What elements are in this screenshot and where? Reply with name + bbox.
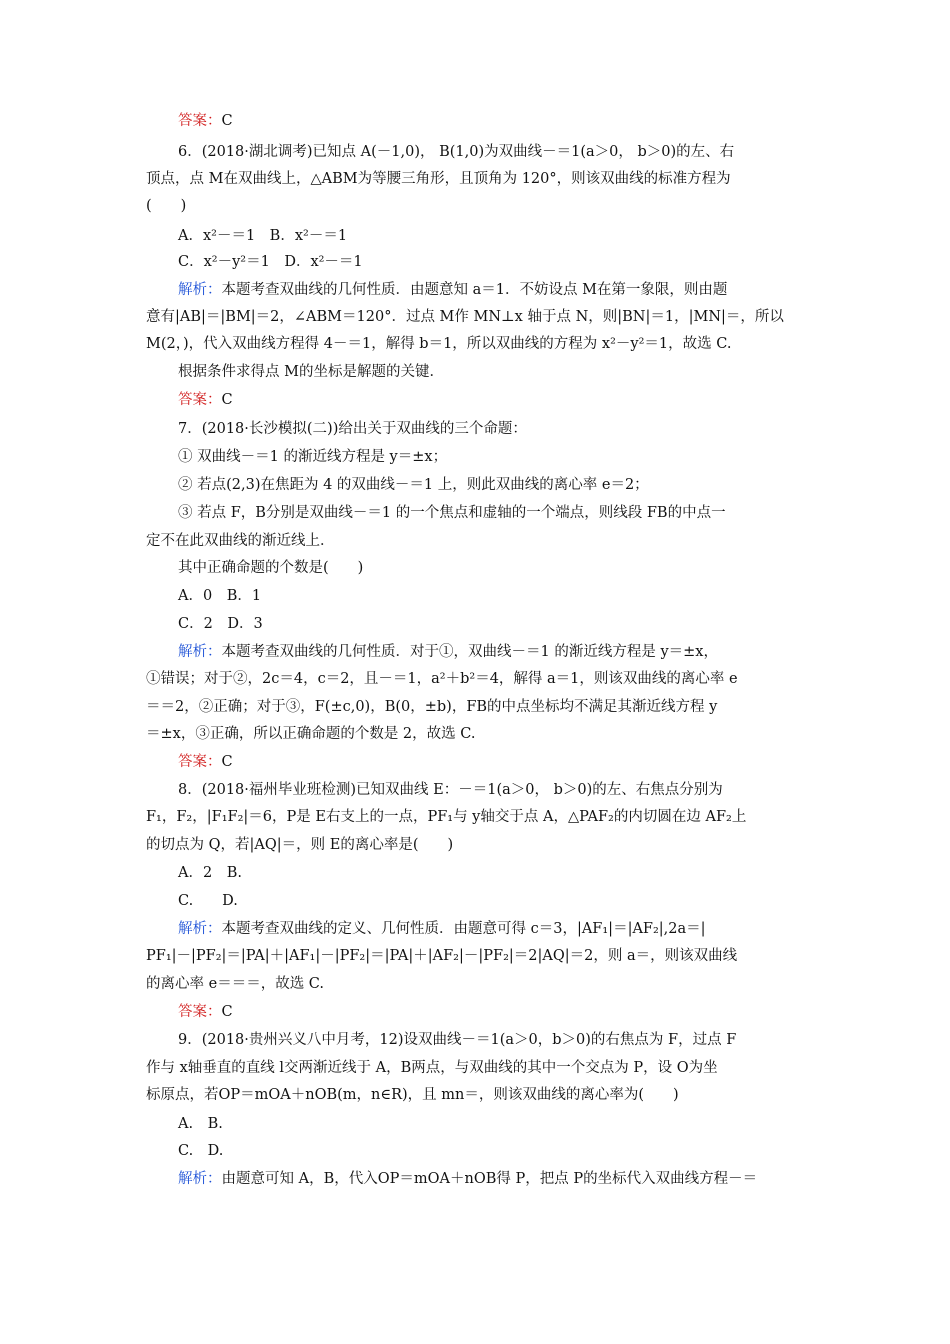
line-text: 的离心率 e＝＝＝，故选 C. — [146, 976, 324, 992]
line-text: 标原点，若OP＝mOA＋nOB(m，n∈R)，且 mn＝，则该双曲线的离心率为( ) — [146, 1087, 679, 1103]
text-line — [178, 891, 238, 911]
line-text: 定不在此双曲线的渐近线上． — [146, 533, 335, 549]
line-text: PF₁|－|PF₂|＝|PA|＋|AF₁|－|PF₂|＝|PA|＋|AF₂|－|PF₂|＝2|AQ|＝2，则 a＝，则该双曲线 — [146, 948, 738, 964]
text-line — [178, 586, 261, 606]
line-text: 6．(2018·湖北调考)已知点 A(－1,0)， B(1,0)为双曲线－＝1(a＞0， b＞0)的左、右 — [178, 144, 735, 160]
line-text: ( ) — [146, 198, 187, 214]
line-text: ③ 若点 F，B分别是双曲线－＝1 的一个焦点和虚轴的一个端点，则线段 FB的中点一 — [178, 505, 726, 521]
text-line — [178, 475, 649, 495]
line-text: 9．(2018·贵州兴义八中月考，12)设双曲线－＝1(a＞0，b＞0)的右焦点为 F，过点 F — [178, 1032, 737, 1048]
line-text: A．x²－＝1 B．x²－＝1 — [178, 228, 348, 244]
line-text: F₁，F₂，|F₁F₂|＝6，P是 E右支上的一点，PF₁与 y轴交于点 A，△PAF₂的内切圆在边 AF₂上 — [146, 809, 747, 825]
text-line — [178, 252, 363, 272]
line-text: A．2 B. — [178, 865, 242, 881]
text-line — [146, 169, 731, 189]
text-line — [146, 669, 738, 689]
text-line — [146, 196, 186, 216]
line-text: ② 若点(2,3)在焦距为 4 的双曲线－＝1 上，则此双曲线的离心率 e＝2； — [178, 477, 649, 493]
analysis-label: 解析： — [178, 282, 222, 298]
text-line — [146, 807, 746, 827]
line-text: C — [221, 1004, 233, 1020]
text-line — [178, 226, 347, 246]
line-text: 7．(2018·长沙模拟(二))给出关于双曲线的三个命题： — [178, 421, 527, 437]
analysis-label: 解析： — [178, 921, 222, 937]
answer-label: 答案： — [178, 1004, 222, 1020]
line-text: 的切点为 Q，若|AQ|＝，则 E的离心率是( ) — [146, 837, 454, 853]
answer-line — [178, 752, 233, 772]
text-line — [178, 1141, 223, 1161]
line-text: 意有|AB|＝|BM|＝2，∠ABM＝120°．过点 M作 MN⊥x 轴于点 N，则|BN|＝1，|MN|＝，所以 — [146, 309, 784, 325]
line-text: 其中正确命题的个数是( ) — [178, 560, 364, 576]
analysis-line — [178, 919, 706, 939]
analysis-label: 解析： — [178, 644, 222, 660]
line-text: C. D. — [178, 893, 238, 909]
answer-label: 答案： — [178, 113, 222, 129]
text-line — [178, 503, 726, 523]
text-line — [178, 362, 444, 382]
line-text: 本题考查双曲线的几何性质．对于①，双曲线－＝1 的渐近线方程是 y＝±x， — [221, 644, 718, 660]
line-text: M(2，)，代入双曲线方程得 4－＝1，解得 b＝1，所以双曲线的方程为 x²－y²＝1，故选 C. — [146, 336, 732, 352]
line-text: C．2 D．3 — [178, 616, 263, 632]
text-line — [178, 419, 527, 439]
text-line — [146, 835, 453, 855]
text-line — [146, 307, 784, 327]
analysis-line — [178, 280, 727, 300]
text-line — [146, 334, 731, 354]
text-line — [146, 724, 475, 744]
answer-line — [178, 1002, 233, 1022]
line-text: C. D. — [178, 1143, 224, 1159]
line-text: ＝＝2，②正确；对于③，F(±c,0)，B(0，±b)，FB的中点坐标均不满足其渐近线方程 y — [146, 699, 718, 715]
line-text: 作与 x轴垂直的直线 l交两渐近线于 A，B两点，与双曲线的其中一个交点为 P，设 O为坐 — [146, 1060, 718, 1076]
line-text: ＝±x，③正确，所以正确命题的个数是 2，故选 C. — [146, 726, 476, 742]
text-line — [178, 614, 263, 634]
line-text: 由题意可知 A，B，代入OP＝mOA＋nOB得 P，把点 P的坐标代入双曲线方程－＝ — [221, 1171, 758, 1187]
text-line — [178, 447, 447, 467]
line-text: ①错误；对于②，2c＝4，c＝2，且－＝1，a²＋b²＝4，解得 a＝1，则该双曲线的离心率 e — [146, 671, 738, 687]
analysis-label: 解析： — [178, 1171, 222, 1187]
line-text: 本题考查双曲线的定义、几何性质．由题意可得 c＝3，|AF₁|＝|AF₂|,2a＝| — [221, 921, 706, 937]
line-text: 根据条件求得点 M的坐标是解题的关键． — [178, 364, 444, 380]
line-text: A. B. — [178, 1116, 223, 1132]
answer-line — [178, 111, 233, 131]
analysis-line — [178, 1169, 757, 1189]
answer-line — [178, 390, 233, 410]
line-text: 8．(2018·福州毕业班检测)已知双曲线 E：－＝1(a＞0， b＞0)的左、右焦点分别为 — [178, 782, 723, 798]
text-line — [146, 1058, 718, 1078]
text-line — [146, 531, 335, 551]
line-text: ① 双曲线－＝1 的渐近线方程是 y＝±x； — [178, 449, 448, 465]
answer-label: 答案： — [178, 392, 222, 408]
text-line — [146, 974, 324, 994]
line-text: A．0 B．1 — [178, 588, 262, 604]
analysis-line — [178, 642, 718, 662]
text-line — [178, 142, 734, 162]
text-line — [146, 946, 737, 966]
line-text: 本题考查双曲线的几何性质．由题意知 a＝1．不妨设点 M在第一象限，则由题 — [221, 282, 728, 298]
answer-label: 答案： — [178, 754, 222, 770]
line-text: C．x²－y²＝1 D．x²－＝1 — [178, 254, 363, 270]
text-line — [146, 697, 717, 717]
text-line — [178, 863, 242, 883]
line-text: C — [221, 392, 233, 408]
text-line — [178, 558, 363, 578]
line-text: C — [221, 113, 233, 129]
line-text: C — [221, 754, 233, 770]
text-line — [178, 780, 723, 800]
text-line — [146, 1085, 679, 1105]
line-text: 顶点，点 M在双曲线上，△ABM为等腰三角形，且顶角为 120°，则该双曲线的标准方程为 — [146, 171, 731, 187]
text-line — [178, 1030, 736, 1050]
text-line — [178, 1114, 223, 1134]
